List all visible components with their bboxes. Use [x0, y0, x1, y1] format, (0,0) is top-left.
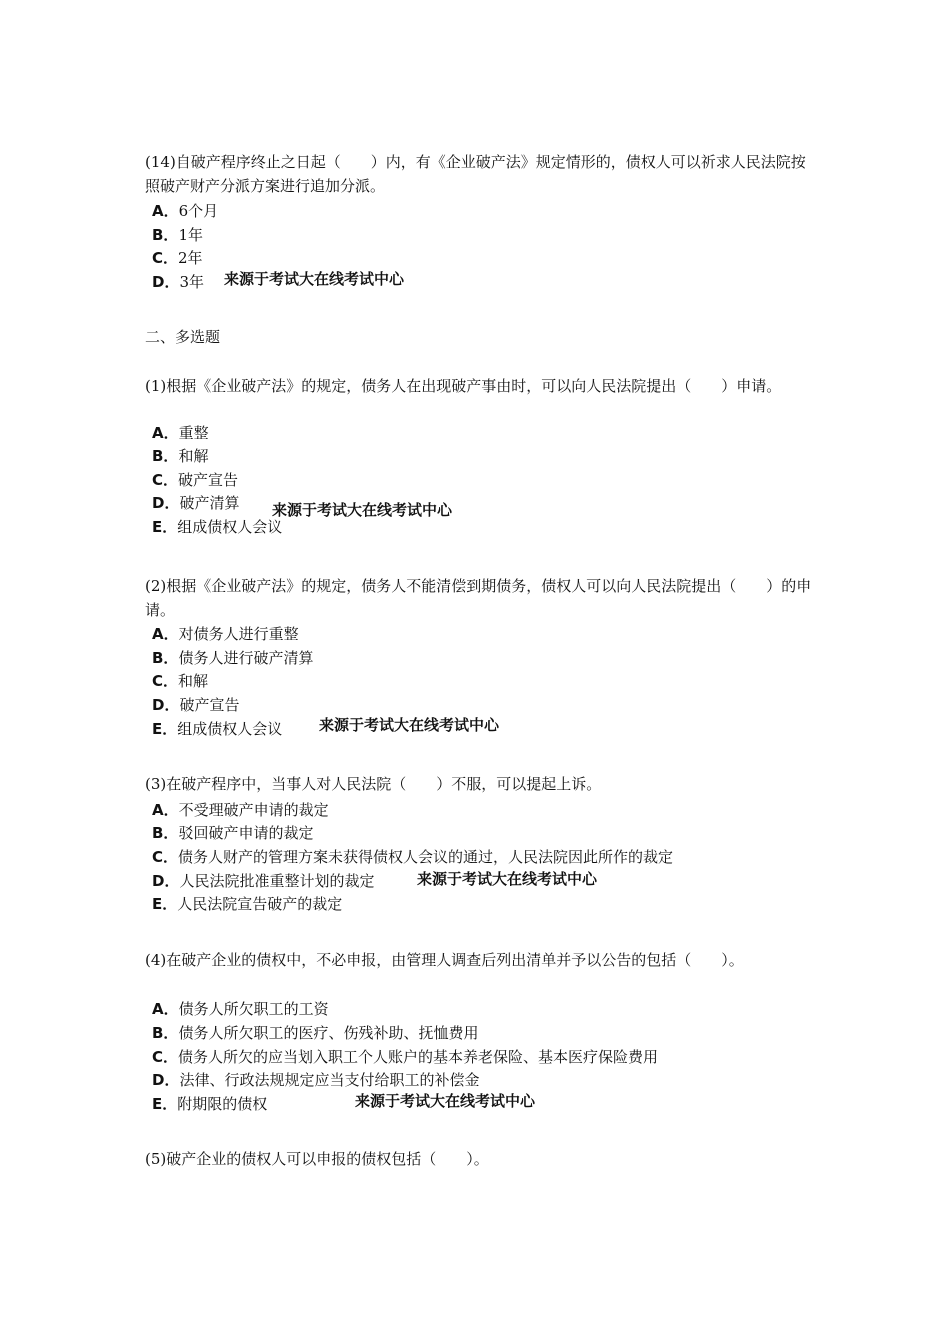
question-m3-text: (3)在破产程序中，当事人对人民法院（ ）不服，可以提起上诉。 — [145, 775, 602, 793]
question-m4-text: (4)在破产企业的债权中，不必申报，由管理人调查后列出清单并予以公告的包括（ ）。 — [145, 951, 744, 969]
watermark-text: 来源于考试大在线考试中心 — [355, 1092, 536, 1110]
watermark-text: 来源于考试大在线考试中心 — [272, 501, 453, 519]
option-e: E．人民法院宣告破产的裁定 — [152, 895, 343, 913]
option-d: D．破产宣告 — [152, 696, 240, 714]
question-14-text: (14)自破产程序终止之日起（ ）内，有《企业破产法》规定情形的，债权人可以祈求人民法院按照破产财产分派方案进行追加分派。 — [145, 153, 806, 195]
option-a: A．债务人所欠职工的工资 — [152, 1000, 329, 1018]
question-m1-text: (1)根据《企业破产法》的规定，债务人在出现破产事由时，可以向人民法院提出（ ）申请。 — [145, 377, 782, 395]
option-c: C．破产宣告 — [152, 471, 239, 489]
option-d: D．法律、行政法规规定应当支付给职工的补偿金 — [152, 1071, 480, 1089]
watermark-text: 来源于考试大在线考试中心 — [417, 870, 598, 888]
option-c: C．债务人所欠的应当划入职工个人账户的基本养老保险、基本医疗保险费用 — [152, 1048, 659, 1066]
option-a: A．重整 — [152, 424, 209, 442]
option-c: C．和解 — [152, 672, 209, 690]
watermark-text: 来源于考试大在线考试中心 — [319, 716, 500, 734]
option-b: B．驳回破产申请的裁定 — [152, 824, 314, 842]
option-a: A．不受理破产申请的裁定 — [152, 801, 329, 819]
option-b: B．债务人进行破产清算 — [152, 649, 314, 667]
option-a: A．对债务人进行重整 — [152, 625, 299, 643]
option-b: B．1年 — [152, 226, 203, 244]
option-e: E．附期限的债权 — [152, 1095, 268, 1113]
question-m2-text: (2)根据《企业破产法》的规定，债务人不能清偿到期债务，债权人可以向人民法院提出（ ）的申请。 — [145, 577, 812, 619]
option-c: C．债务人财产的管理方案未获得债权人会议的通过，人民法院因此所作的裁定 — [152, 848, 674, 866]
question-m5-text: (5)破产企业的债权人可以申报的债权包括（ ）。 — [145, 1150, 489, 1168]
option-b: B．债务人所欠职工的医疗、伤残补助、抚恤费用 — [152, 1024, 479, 1042]
option-c: C．2年 — [152, 249, 203, 267]
option-e: E．组成债权人会议 — [152, 518, 283, 536]
section-title: 二、多选题 — [145, 328, 221, 346]
watermark-text: 来源于考试大在线考试中心 — [224, 270, 405, 288]
option-b: B．和解 — [152, 447, 209, 465]
option-d: D．破产清算 — [152, 494, 240, 512]
option-d: D．3年 — [152, 273, 204, 291]
option-d: D．人民法院批准重整计划的裁定 — [152, 872, 375, 890]
option-a: A．6个月 — [152, 202, 219, 220]
option-e: E．组成债权人会议 — [152, 720, 283, 738]
